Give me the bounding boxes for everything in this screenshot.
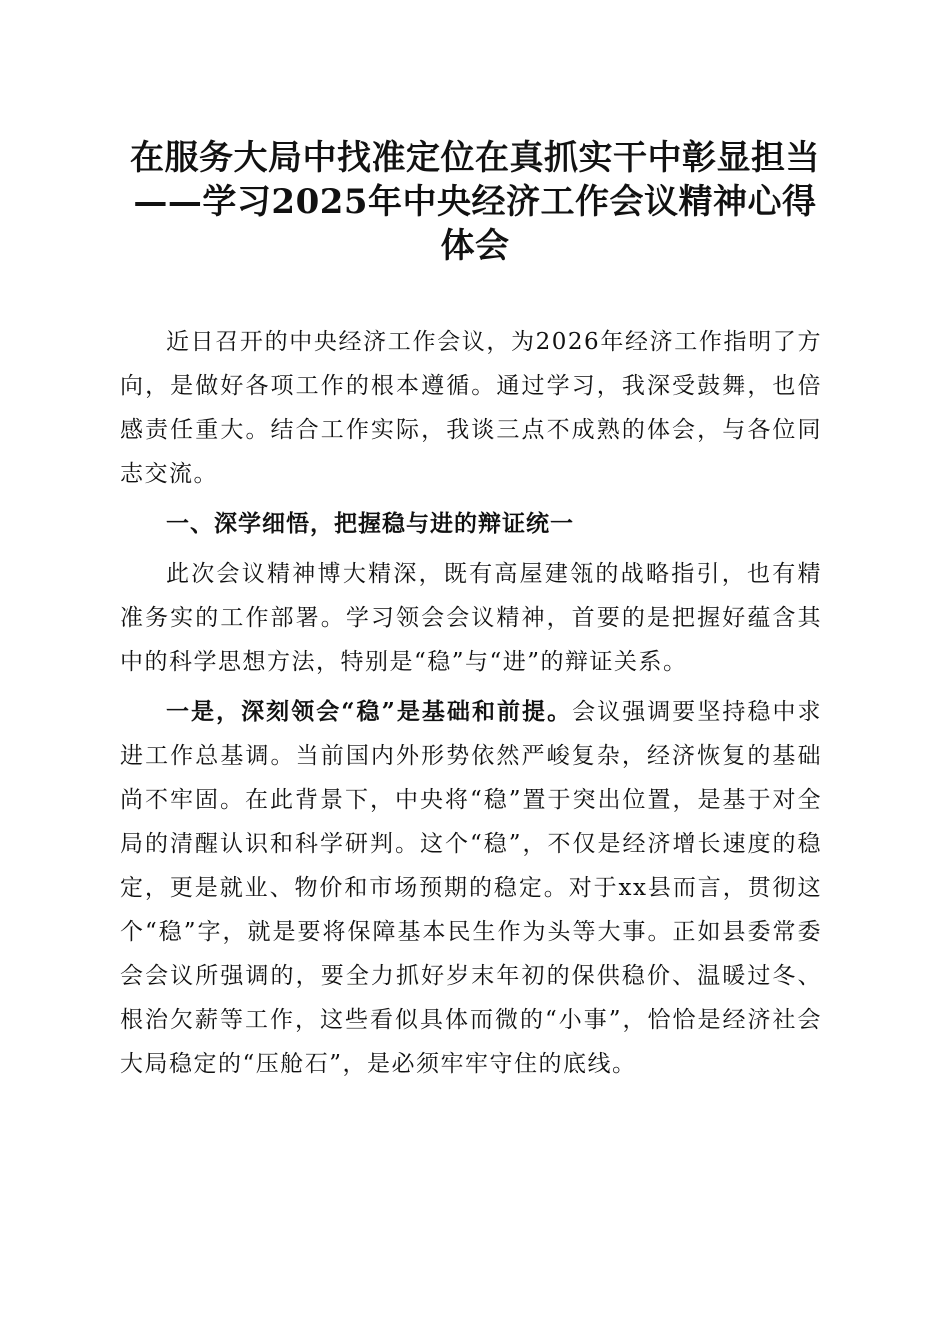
title-line-2: ——学习2025年中央经济工作会议精神心得	[133, 182, 817, 222]
point-lead-text: 一是，深刻领会“稳”是基础和前提。	[166, 698, 573, 725]
section-heading-1: 一、深学细悟，把握稳与进的辩证统一	[166, 511, 574, 537]
title-line-3: 体会	[440, 226, 510, 266]
section-1-paragraph-1: 此次会议精神博大精深，既有高屋建瓴的战略指引，也有精准务实的工作部署。学习领会会议精神，首要的是把握好蕴含其中的科学思想方法，特别是“稳”与“进”的辩证关系。	[120, 561, 822, 675]
document-title	[100, 136, 850, 268]
document-body	[120, 320, 822, 1092]
intro-paragraph: 近日召开的中央经济工作会议，为2026年经济工作指明了方向，是做好各项工作的根本遵循。通过学习，我深受鼓舞，也倍感责任重大。结合工作实际，我谈三点不成熟的体会，与各位同志交流。	[120, 329, 822, 487]
title-line-1: 在服务大局中找准定位在真抓实干中彰显担当	[130, 138, 820, 178]
section-1-paragraph-2	[120, 690, 822, 1086]
point-body-text: 会议强调要坚持稳中求进工作总基调。当前国内外形势依然严峻复杂，经济恢复的基础尚不牢固。在此背景下，中央将“稳”置于突出位置，是基于对全局的清醒认识和科学研判。这个“稳”，不仅是经济增长速度的稳定，更是就业、物价和市场预期的稳定。对于xx县而言，贯彻这个“稳”字，就是要将保障基本民生作为头等大事。正如县委常委会会议所强调的，要全力抓好岁末年初的保供稳价、温暖过冬、根治欠薪等工作，这些看似具体而微的“小事”，恰恰是经济社会大局稳定的“压舱石”，是必须牢牢守住的底线。	[120, 699, 822, 1077]
